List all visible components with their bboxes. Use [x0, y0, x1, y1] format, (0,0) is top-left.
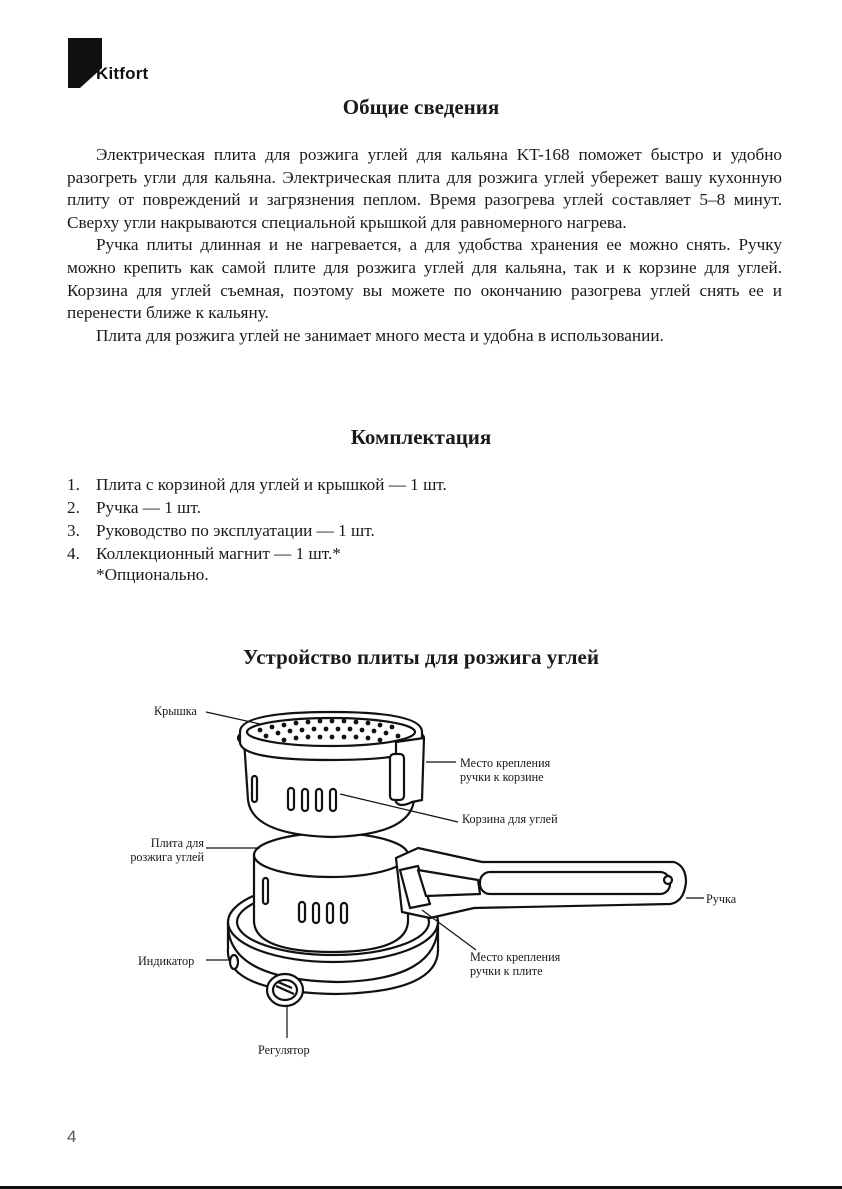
- list-number: 2.: [67, 498, 80, 517]
- label-indicator: Индикатор: [138, 954, 195, 968]
- section-title-device: Устройство плиты для розжига углей: [243, 645, 599, 669]
- label-regulator: Регулятор: [258, 1043, 310, 1057]
- brand-name: Kitfort: [96, 64, 149, 83]
- paragraph-2: Ручка плиты длинная и не нагревается, а для удобства хранения ее можно снять. Ручку можно крепить как самой плите для розжига углей для кальяна, так и к корзине для углей. Корзина для углей съемная, поэтому вы можете по окончанию разогрева углей снять ее и перенести ближе к кальяну.: [67, 235, 782, 323]
- device-diagram: [100, 690, 760, 1070]
- label-stove-mount: [470, 950, 560, 978]
- list-item: [67, 519, 767, 542]
- paragraph-1: Электрическая плита для розжига углей для кальяна KT-168 поможет быстро и удобно разогреть угли для кальяна. Электрическая плита для розжига углей убережет вашу кухонную плиту от повреждений и загрязнения пеплом. Время разогрева углей составляет 5–8 минут. Сверху угли накрываются специальной крышкой для равномерного нагрева.: [67, 145, 782, 232]
- package-list: [67, 473, 767, 565]
- label-stove: [118, 836, 204, 864]
- list-item: [67, 473, 767, 496]
- list-number: 1.: [67, 475, 80, 494]
- section-title-package: Комплектация: [350, 425, 492, 449]
- list-text: Ручка — 1 шт.: [96, 498, 201, 517]
- list-text: Коллекционный магнит — 1 шт.*: [96, 544, 341, 563]
- label-basket: Корзина для углей: [462, 812, 558, 826]
- label-stove-line2: розжига углей: [130, 850, 204, 864]
- optional-note: *Опционально.: [96, 565, 209, 584]
- label-lid: Крышка: [154, 704, 197, 718]
- label-stove-mount-line1: Место крепления: [470, 950, 561, 964]
- list-number: 3.: [67, 521, 80, 540]
- list-number: 4.: [67, 544, 80, 563]
- label-handle: Ручка: [706, 892, 737, 906]
- general-info-text: [67, 144, 782, 347]
- label-stove-mount-line2: ручки к плите: [470, 964, 543, 978]
- list-text: Плита с корзиной для углей и крышкой — 1 шт.: [96, 475, 447, 494]
- list-text: Руководство по эксплуатации — 1 шт.: [96, 521, 375, 540]
- label-basket-mount-line1: Место крепления: [460, 756, 551, 770]
- list-item: [67, 496, 767, 519]
- label-basket-mount: [460, 756, 550, 784]
- device-illustration-icon: [100, 690, 760, 1070]
- list-item: [67, 542, 767, 565]
- paragraph-3: Плита для розжига углей не занимает много места и удобна в использовании.: [96, 325, 664, 345]
- label-stove-line1: Плита для: [150, 836, 204, 850]
- page-number: 4: [67, 1127, 77, 1146]
- section-title-general: Общие сведения: [342, 95, 500, 119]
- label-basket-mount-line2: ручки к корзине: [460, 770, 544, 784]
